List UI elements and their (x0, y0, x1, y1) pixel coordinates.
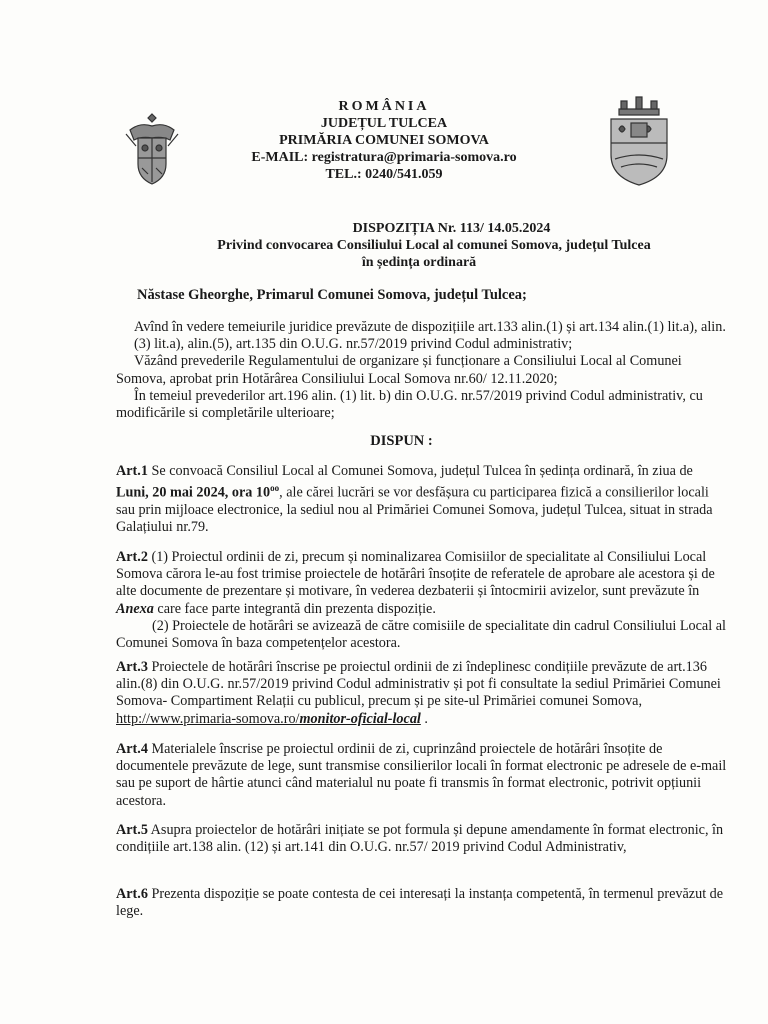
article-4 (116, 741, 728, 810)
article-2-label: Art.2 (116, 549, 148, 565)
article-4-body: Materialele înscrise pe proiectul ordinii de zi, cuprinzând proiectele de hotărâri însoțite de documentele prevăzute de lege, sunt transmise consilierilor locali în format electronic pe adresele de e-mail sau pe suport de hârtie atunci când materialul nu poate fi transmis în format electronic, potrivit opțiunii acestora. (116, 741, 727, 809)
title-subject-2: în ședința ordinară (361, 255, 477, 270)
article-3-part-b: . (420, 710, 428, 727)
article-6-label: Art.6 (116, 886, 148, 902)
title-subject: Privind convocarea Consiliului Local al comunei Somova, județul Tulcea (217, 238, 651, 253)
article-1-part-b: , ale cărei lucrări se vor desfășura cu participarea fizică a consilierilor locali sau prin mijloace electronice, la sediul nou al Primăriei Comunei Somova, județul Tulcea, situat in strada Galațiului nr.79. (116, 484, 713, 536)
article-3-part-a: Proiectele de hotărâri înscrise pe proiectul ordinii de zi îndeplinesc condițiile prevăzute de art.136 alin.(8) din O.U.G. nr.57/2019 privind Codul administrativ și pot fi consultate la sediul Primăriei Comunei Somova- Compartiment Relații cu publicul, precum și pe site-ul Primăriei comunei Somova, (116, 659, 721, 710)
article-5-body: Asupra proiectelor de hotărâri inițiate se pot formula și depune amendamente în format electronic, în condițiile art.138 alin. (12) și art.141 din O.U.G. nr.57/ 2019 privind Codul Administrativ, (116, 822, 724, 856)
article-3 (116, 659, 728, 728)
tel-number: 0240/541.059 (365, 167, 443, 182)
article-5-label: Art.5 (116, 822, 148, 838)
article-1-label: Art.1 (116, 463, 148, 479)
article-2 (116, 549, 728, 652)
article-3-text (116, 659, 728, 728)
country-name: ROMÂNIA (338, 99, 430, 114)
preamble (116, 319, 726, 422)
article-2-text (116, 549, 728, 618)
tel-line (0, 166, 768, 183)
article-2-part-a: (1) Proiectul ordinii de zi, precum și nominalizarea Comisiilor de specialitate al Consiliului Local Somova cărora le-au fost trimise proiectele de hotărâri însoțite de referatele de aprobare ale acestora și de alte documente de prezentare și motivare, în vederea dezbaterii și întocmirii avizelor, sunt prevăzute în (116, 549, 715, 600)
article-6 (116, 886, 728, 920)
county-name: JUDEȚUL TULCEA (320, 116, 448, 131)
article-5 (116, 822, 728, 856)
article-5-text (116, 822, 728, 856)
article-1 (116, 463, 728, 537)
anexa-ref: Anexa (116, 600, 154, 617)
document-title (0, 220, 768, 271)
meeting-time-sup: oo (270, 483, 280, 494)
preamble-para-2: Văzând prevederile Regulamentului de organizare și funcționare a Consiliului Local al Comunei Somova, aprobat prin Hotărârea Consiliului Local Somova nr.60/ 12.11.2020; (116, 353, 682, 387)
article-6-body: Prezenta dispoziție se poate contesta de cei interesați la instanța competentă, în termenul prevăzut de lege. (116, 886, 724, 920)
article-2-para-2: (2) Proiectele de hotărâri se avizează de către comisiile de specialitate din cadrul Consiliului Local al Comunei Somova în baza competențelor acestora. (116, 617, 726, 652)
site-link-path[interactable]: monitor-oficial-local (299, 710, 421, 727)
preamble-para-3: În temeiul prevederilor art.196 alin. (1) lit. b) din O.U.G. nr.57/2019 privind Codul administrativ, cu modificările si completările ulterioare; (116, 387, 703, 422)
mayor-line: Năstase Gheorghe, Primarul Comunei Somova, județul Tulcea; (137, 287, 527, 303)
meeting-date: Luni, 20 mai 2024, ora 10 (116, 484, 271, 501)
email-line (0, 149, 768, 166)
preamble-para-1: Avînd în vedere temeiurile juridice prevăzute de dispozițiile art.133 alin.(1) și art.134 alin.(1) lit.a), alin.(3) lit.a), alin.(5), art.135 din O.U.G. nr.57/2019 privind Codul administrativ; (134, 319, 726, 353)
title-number: DISPOZIȚIA Nr. 113/ 14.05.2024 (352, 221, 551, 236)
article-4-text (116, 741, 728, 810)
article-3-label: Art.3 (116, 659, 148, 675)
letterhead (0, 98, 768, 183)
article-1-part-a: Se convoacă Consiliul Local al Comunei Somova, județul Tulcea în ședința ordinară, în ziua de (147, 463, 693, 479)
email-address[interactable]: registratura@primaria-somova.ro (311, 150, 517, 165)
dispun-heading: DISPUN : (370, 433, 433, 449)
site-link[interactable] (116, 711, 421, 727)
article-4-label: Art.4 (116, 741, 148, 757)
site-link-base[interactable]: http://www.primaria-somova.ro/ (116, 710, 300, 727)
institution-name: PRIMĂRIA COMUNEI SOMOVA (279, 133, 489, 148)
tel-label: TEL.: (325, 167, 362, 182)
email-label: E-MAIL: (251, 150, 309, 165)
article-6-text (116, 886, 728, 920)
article-1-text (116, 463, 728, 537)
article-2-part-b: care face parte integrantă din prezenta dispoziție. (153, 600, 436, 617)
